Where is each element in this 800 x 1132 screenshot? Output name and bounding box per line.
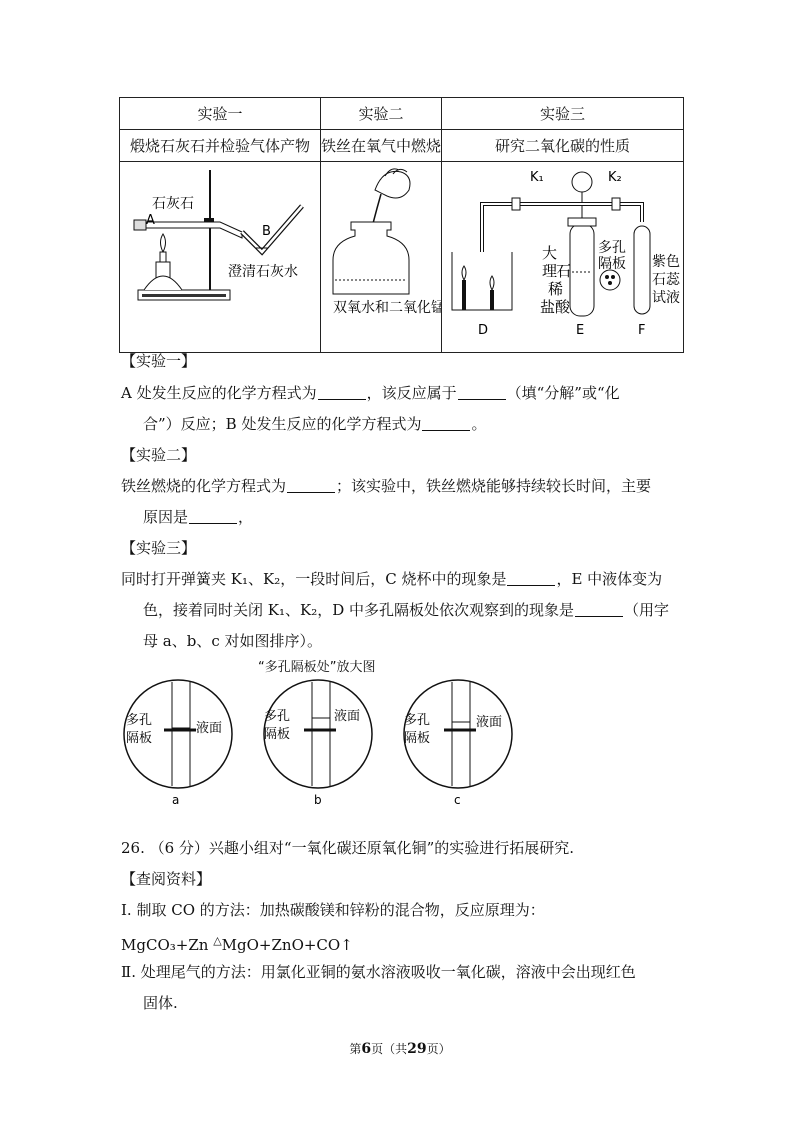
- equation: MgCO₃+Zn △MgO+ZnO+CO↑: [121, 934, 353, 954]
- question-line: A 处发生反应的化学方程式为 ，该反应属于 （填“分解”或“化: [121, 384, 620, 402]
- label-f: F: [638, 323, 646, 338]
- header-exp1: 实验一: [120, 98, 321, 130]
- svg-text:隔板: 隔板: [404, 731, 431, 746]
- label-zise: 紫色: [652, 254, 680, 270]
- answer-blank[interactable]: [422, 416, 470, 431]
- question-line: 同时打开弹簧夹 K₁、K₂，一段时间后，C 烧杯中的现象是 ，E 中液体变为: [121, 570, 663, 588]
- label-da: 大: [542, 244, 558, 262]
- exp3-apparatus: [442, 162, 684, 353]
- question-line: 铁丝燃烧的化学方程式为 ；该实验中，铁丝燃烧能够持续较长时间，主要: [121, 477, 652, 495]
- label-plate2: 隔板: [598, 256, 626, 272]
- figure-a: [124, 680, 232, 807]
- svg-text:多孔: 多孔: [404, 713, 431, 728]
- label-li: 理: [542, 262, 558, 280]
- page-footer: 第6页（共29页）: [349, 1041, 451, 1057]
- question-line: 原因是 ，: [143, 508, 254, 526]
- label-shiye: 试液: [652, 290, 680, 306]
- answer-blank[interactable]: [189, 509, 237, 524]
- section-heading-1: 【实验一】: [121, 352, 197, 370]
- answer-blank[interactable]: [575, 602, 623, 617]
- exp1-diagram: [120, 162, 320, 348]
- figure-c: [404, 680, 512, 807]
- label-peroxide: 双氧水和二氧化锰: [333, 300, 441, 316]
- svg-text:液面: 液面: [334, 709, 361, 724]
- exp1-apparatus: [120, 162, 321, 353]
- info-2-cont: 固体.: [143, 994, 178, 1012]
- figure-title: “多孔隔板处”放大图: [258, 660, 376, 675]
- section-heading-3: 【实验三】: [121, 539, 197, 557]
- label-e: E: [576, 323, 585, 338]
- svg-text:多孔: 多孔: [126, 713, 153, 728]
- label-a: A: [146, 213, 155, 228]
- svg-text:隔板: 隔板: [264, 727, 291, 742]
- label-yan: 盐酸: [540, 298, 571, 316]
- header-exp2: 实验二: [321, 98, 442, 130]
- enlarged-figure: [110, 672, 530, 812]
- svg-text:c: c: [454, 793, 461, 807]
- exp2-diagram: [321, 162, 441, 348]
- svg-text:液面: 液面: [476, 715, 503, 730]
- label-plate1: 多孔: [598, 240, 626, 256]
- svg-text:a: a: [172, 793, 180, 807]
- header-exp3: 实验三: [442, 98, 684, 130]
- exp3-diagram: [442, 162, 683, 348]
- exp2-apparatus: [321, 162, 442, 353]
- answer-blank[interactable]: [287, 478, 335, 493]
- answer-blank[interactable]: [458, 385, 506, 400]
- label-shirui: 石蕊: [652, 272, 680, 288]
- experiment-table: [119, 97, 684, 353]
- label-shi: 石: [556, 262, 572, 280]
- question-26: 26. （6 分）兴趣小组对“一氧化碳还原氧化铜”的实验进行拓展研究.: [121, 839, 575, 857]
- question-line: 合”）反应；B 处发生反应的化学方程式为 。: [143, 415, 487, 433]
- section-heading-2: 【实验二】: [121, 446, 197, 464]
- subtitle-exp2: 铁丝在氧气中燃烧: [321, 130, 442, 162]
- answer-blank[interactable]: [318, 385, 366, 400]
- label-b: B: [262, 224, 271, 239]
- label-limestone: 石灰石: [152, 196, 194, 212]
- svg-text:多孔: 多孔: [264, 709, 291, 724]
- svg-text:b: b: [314, 793, 322, 807]
- figure-b: [264, 680, 372, 807]
- svg-text:液面: 液面: [196, 721, 223, 736]
- label-xi: 稀: [548, 280, 564, 298]
- label-limewater: 澄清石灰水: [228, 264, 298, 280]
- answer-blank[interactable]: [507, 571, 555, 586]
- question-line: 色，接着同时关闭 K₁、K₂，D 中多孔隔板处依次观察到的现象是 （用字: [143, 601, 670, 619]
- svg-text:隔板: 隔板: [126, 731, 153, 746]
- label-k1: K₁: [530, 170, 544, 185]
- label-k2: K₂: [608, 170, 622, 185]
- info-1: Ⅰ. 制取 CO 的方法：加热碳酸镁和锌粉的混合物，反应原理为：: [121, 901, 545, 919]
- delta-symbol: △: [213, 934, 222, 947]
- label-d: D: [478, 323, 489, 338]
- info-2: Ⅱ. 处理尾气的方法：用氯化亚铜的氨水溶液吸收一氧化碳，溶液中会出现红色: [121, 963, 636, 981]
- subtitle-exp3: 研究二氧化碳的性质: [442, 130, 684, 162]
- question-line: 母 a、b、c 对如图排序）。: [143, 632, 322, 650]
- reference-heading: 【查阅资料】: [121, 870, 212, 888]
- subtitle-exp1: 煅烧石灰石并检验气体产物: [120, 130, 321, 162]
